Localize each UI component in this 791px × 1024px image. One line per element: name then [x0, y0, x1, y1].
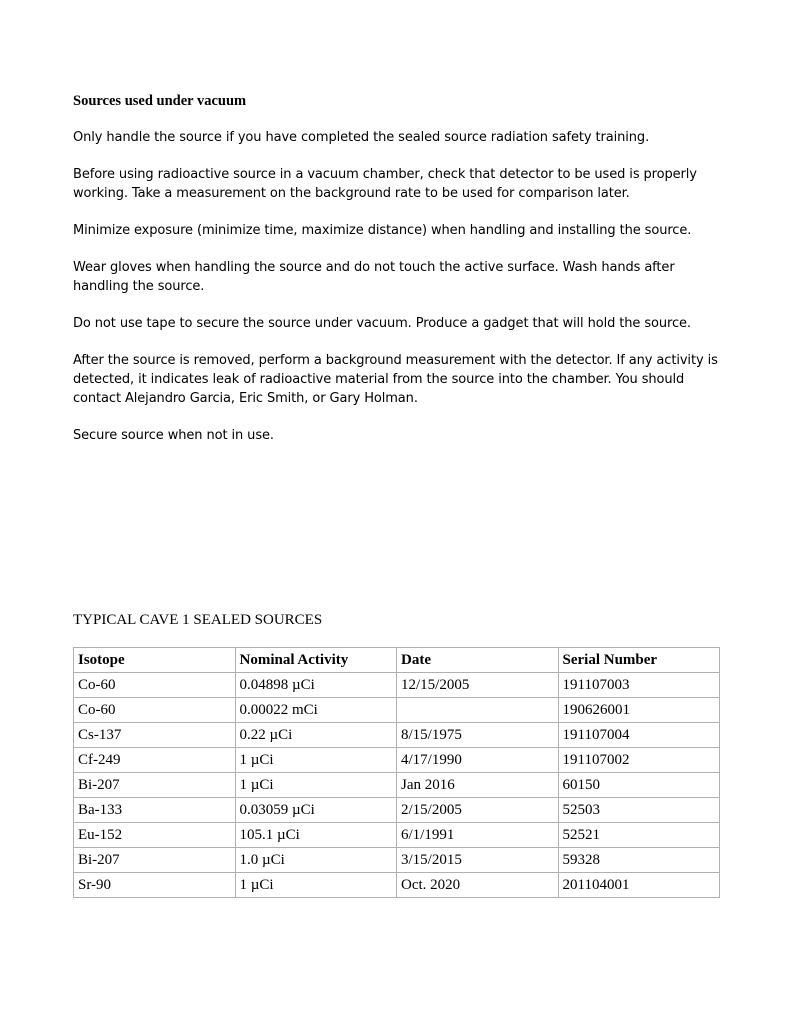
column-header-nominal-activity: Nominal Activity [235, 648, 397, 673]
paragraph-background-measurement: After the source is removed, perform a background measurement with the detector. If any activity is detected, it indicates leak of radioactive material from the source into the chamber. You should contact Alejandro Garcia, Eric Smith, or Gary Holman. [73, 353, 718, 406]
table-row [74, 723, 720, 748]
table-row [74, 798, 720, 823]
column-header-serial-number: Serial Number [558, 648, 720, 673]
cell-nominal-activity: 0.22 µCi [235, 723, 397, 748]
cell-isotope: Eu-152 [74, 823, 236, 848]
cell-date: Oct. 2020 [397, 873, 559, 898]
paragraph-minimize-exposure: Minimize exposure (minimize time, maximize distance) when handling and installing the source. [73, 223, 692, 238]
table-row [74, 848, 720, 873]
cell-serial-number: 52521 [558, 823, 720, 848]
cell-isotope: Sr-90 [74, 873, 236, 898]
cell-date: 6/1/1991 [397, 823, 559, 848]
paragraph-detector-check: Before using radioactive source in a vacuum chamber, check that detector to be used is properly working. Take a measurement on the background rate to be used for comparison later. [73, 167, 697, 201]
paragraph-gloves: Wear gloves when handling the source and do not touch the active surface. Wash hands after handling the source. [73, 260, 675, 294]
cell-isotope: Bi-207 [74, 848, 236, 873]
cell-isotope: Cf-249 [74, 748, 236, 773]
cell-date: 2/15/2005 [397, 798, 559, 823]
cell-nominal-activity: 1.0 µCi [235, 848, 397, 873]
cell-isotope: Co-60 [74, 698, 236, 723]
cell-serial-number: 60150 [558, 773, 720, 798]
document-body [73, 91, 719, 463]
sealed-sources-table [73, 647, 720, 898]
cell-serial-number: 191107003 [558, 673, 720, 698]
table-row [74, 873, 720, 898]
cell-serial-number: 191107002 [558, 748, 720, 773]
cell-nominal-activity: 0.03059 µCi [235, 798, 397, 823]
column-header-isotope: Isotope [74, 648, 236, 673]
cell-nominal-activity: 105.1 µCi [235, 823, 397, 848]
cell-serial-number: 190626001 [558, 698, 720, 723]
cell-date: 12/15/2005 [397, 673, 559, 698]
section-heading: Sources used under vacuum [73, 93, 247, 109]
cell-serial-number: 52503 [558, 798, 720, 823]
cell-date: Jan 2016 [397, 773, 559, 798]
cell-serial-number: 191107004 [558, 723, 720, 748]
cell-date: 8/15/1975 [397, 723, 559, 748]
cell-nominal-activity: 1 µCi [235, 873, 397, 898]
table-row [74, 698, 720, 723]
table-title: TYPICAL CAVE 1 SEALED SOURCES [73, 612, 323, 628]
table-row [74, 673, 720, 698]
table-header-row [74, 648, 720, 673]
paragraph-no-tape: Do not use tape to secure the source under vacuum. Produce a gadget that will hold the source. [73, 316, 691, 331]
table-row [74, 748, 720, 773]
cell-serial-number: 59328 [558, 848, 720, 873]
table-row [74, 773, 720, 798]
cell-nominal-activity: 0.00022 mCi [235, 698, 397, 723]
cell-date: 3/15/2015 [397, 848, 559, 873]
cell-date: 4/17/1990 [397, 748, 559, 773]
cell-nominal-activity: 0.04898 µCi [235, 673, 397, 698]
cell-nominal-activity: 1 µCi [235, 748, 397, 773]
column-header-date: Date [397, 648, 559, 673]
cell-nominal-activity: 1 µCi [235, 773, 397, 798]
cell-isotope: Bi-207 [74, 773, 236, 798]
table-row [74, 823, 720, 848]
cell-isotope: Cs-137 [74, 723, 236, 748]
paragraph-secure-source: Secure source when not in use. [73, 428, 274, 443]
cell-isotope: Ba-133 [74, 798, 236, 823]
cell-isotope: Co-60 [74, 673, 236, 698]
cell-serial-number: 201104001 [558, 873, 720, 898]
paragraph-training: Only handle the source if you have completed the sealed source radiation safety training. [73, 130, 650, 145]
cell-date [397, 698, 559, 723]
